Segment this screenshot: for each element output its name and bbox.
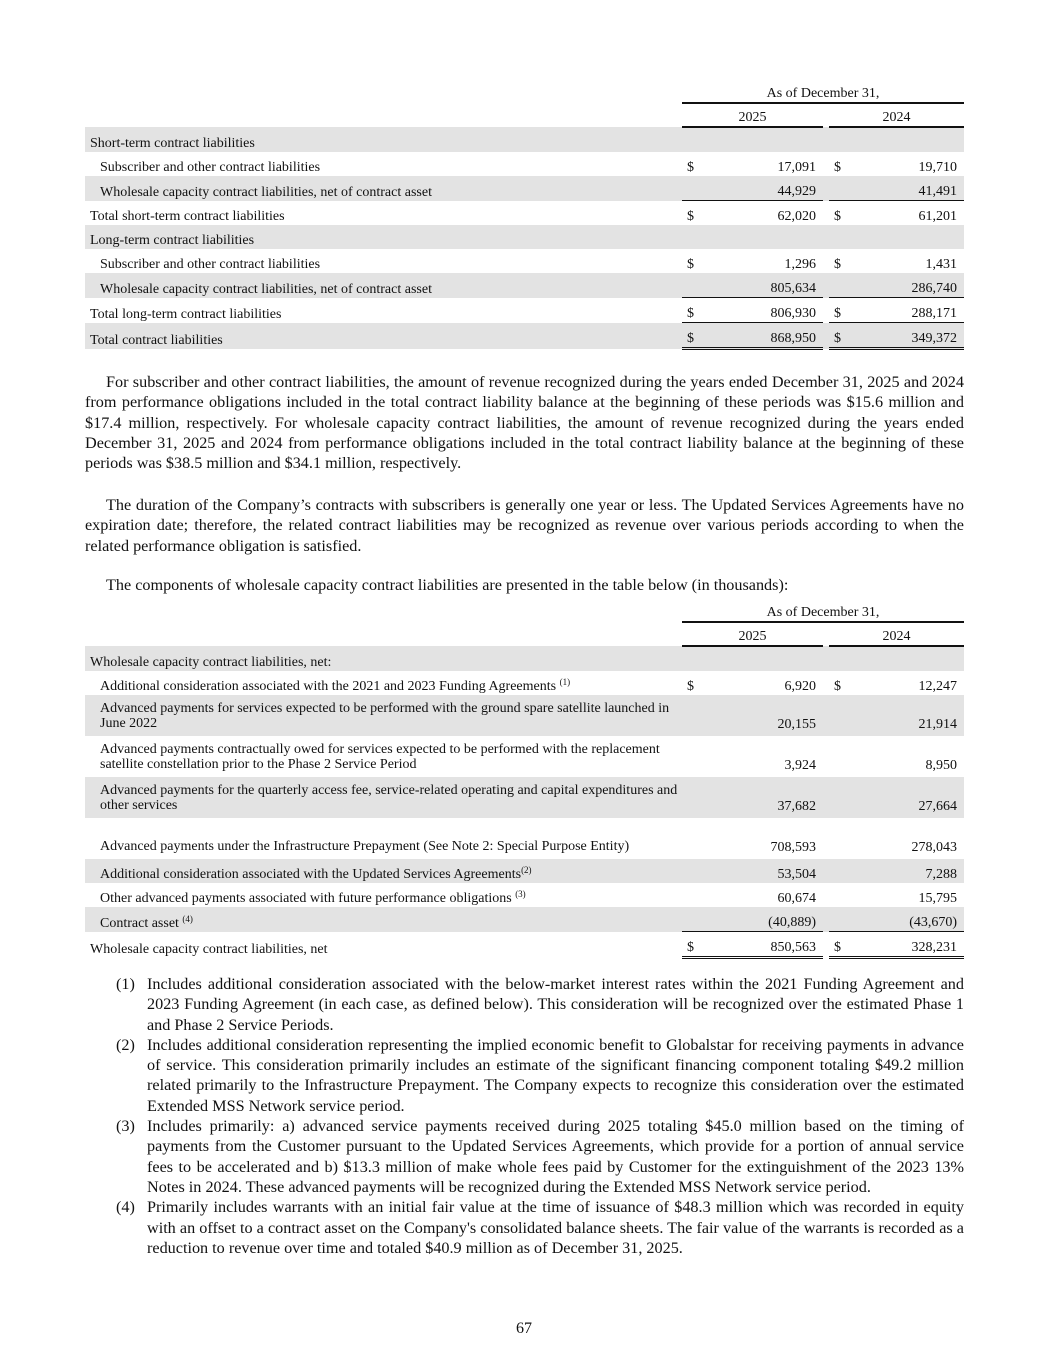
value-2025: 62,020 (707, 201, 823, 226)
value-2024: 19,710 (918, 160, 958, 175)
table-row (85, 736, 964, 777)
value-2024: 12,247 (918, 679, 958, 694)
currency-symbol (829, 176, 854, 201)
table-row (85, 818, 964, 859)
value-2024: 328,231 (854, 932, 964, 958)
value-2025: 17,091 (777, 160, 816, 175)
footnote-ref: (4) (182, 913, 193, 924)
currency-symbol: $ (829, 298, 854, 323)
currency-symbol (682, 127, 707, 152)
table-header-as-of: As of December 31, (682, 80, 964, 103)
value-2024: 41,491 (854, 176, 964, 201)
currency-symbol (682, 695, 707, 736)
currency-symbol (682, 859, 707, 883)
value-2025 (707, 646, 823, 671)
currency-symbol (829, 695, 854, 736)
footnote-number: (3) (116, 1117, 135, 1136)
table-row (85, 323, 964, 349)
currency-symbol (682, 176, 707, 201)
currency-symbol: $ (687, 257, 694, 272)
currency-symbol (829, 818, 854, 859)
value-2024: 21,914 (854, 695, 964, 736)
row-label-text: Additional consideration associated with the 2021 and 2023 Funding Agreements (100, 679, 557, 694)
row-label (85, 777, 682, 818)
value-2025: 805,634 (707, 273, 823, 298)
value-2024: (43,670) (854, 907, 964, 932)
row-label: Long-term contract liabilities (85, 225, 682, 249)
value-2024: 8,950 (925, 758, 958, 773)
table-row (85, 273, 964, 298)
table-row (85, 201, 964, 226)
currency-symbol (829, 883, 854, 907)
currency-symbol: $ (682, 323, 707, 349)
currency-symbol (682, 883, 707, 907)
row-label-text: Advanced payments contractually owed for services expected to be performed with the replacement satellite constellation prior to the Phase 2 Service Period (100, 742, 660, 772)
currency-symbol (682, 777, 707, 818)
table-row (85, 298, 964, 323)
table-row (85, 671, 964, 695)
row-label: Total short-term contract liabilities (90, 209, 285, 224)
contract-liabilities-table (85, 80, 964, 350)
value-2024: 349,372 (854, 323, 964, 349)
row-label: Wholesale capacity contract liabilities, net: (85, 646, 682, 671)
footnote-text: Includes primarily: a) advanced service payments received during 2025 totaling $45.0 million based on the timing of payments from the Customer pursuant to the Updated Services Agreements, which provide for a portion of annual service fees to be accelerated and b) $13.3 million of make whole fees paid by Customer for the extinguishment of the 2023 13% Notes in 2024. These advanced payments will be recognized during the Extended MSS Network service period. (147, 1117, 964, 1196)
row-label (85, 671, 682, 695)
table-row (85, 695, 964, 736)
currency-symbol (682, 736, 707, 777)
row-label: Wholesale capacity contract liabilities, net (90, 941, 328, 957)
currency-symbol: $ (687, 160, 694, 175)
year-2025-header: 2025 (682, 103, 823, 127)
table-row (85, 859, 964, 883)
footnotes-list (85, 974, 964, 1258)
value-2025: 37,682 (707, 777, 823, 818)
currency-symbol: $ (682, 932, 707, 958)
table-row (85, 225, 964, 249)
row-label (85, 818, 682, 859)
value-2024: 288,171 (854, 298, 964, 323)
paragraph-revenue-recognized: For subscriber and other contract liabilities, the amount of revenue recognized during the years ended December 31, 2025 and 2024 from performance obligations included in the total contract liability balance at the beginning of these periods was $15.6 million and $17.4 million, respectively. For wholesale capacity contract liabilities, the amount of revenue recognized during the years ended December 31, 2025 and 2024 from performance obligations included in the total contract liability balance at the beginning of these periods was $38.5 million and $34.1 million, respectively. (85, 373, 964, 473)
footnote-text: Includes additional consideration associated with the below-market interest rates within the 2021 Funding Agreement and 2023 Funding Agreement (in each case, as defined below). This consideration will be recognized over the estimated Phase 1 and Phase 2 Service Periods. (147, 975, 964, 1034)
row-label: Subscriber and other contract liabilities (100, 257, 321, 272)
value-2024 (854, 646, 964, 671)
footnote-number: (2) (116, 1035, 135, 1054)
row-label-text: Additional consideration associated with the Updated Services Agreements (100, 867, 522, 882)
currency-symbol: $ (687, 679, 694, 694)
row-label: Wholesale capacity contract liabilities, net of contract asset (85, 273, 682, 298)
table-row (85, 152, 964, 176)
footnote-item (85, 1035, 964, 1116)
value-2025: 44,929 (707, 176, 823, 201)
value-2024: 15,795 (918, 891, 958, 906)
value-2025 (707, 127, 823, 152)
footnote-text: Includes additional consideration representing the implied economic benefit to Globalstar for receiving payments in advance of service. This consideration primarily includes an estimate of the significant financing component totaling $49.2 million related primarily to the Infrastructure Prepayment. The Company expects to recognize this consideration over the estimated Extended MSS Network service period. (147, 1035, 964, 1115)
row-label-text: Other advanced payments associated with future performance obligations (100, 891, 512, 906)
value-2025: 708,593 (770, 840, 816, 855)
footnote-item (85, 1116, 964, 1197)
row-label-text: Advanced payments for services expected to be performed with the ground spare satellite launched in June 2022 (100, 701, 670, 731)
table-row (85, 777, 964, 818)
value-2025: 806,930 (707, 298, 823, 323)
value-2025: 1,296 (784, 257, 816, 272)
currency-symbol: $ (834, 679, 841, 694)
currency-symbol: $ (829, 201, 854, 226)
currency-symbol: $ (829, 323, 854, 349)
currency-symbol (829, 859, 854, 883)
footnote-ref: (3) (515, 889, 526, 899)
currency-symbol (682, 907, 707, 932)
currency-symbol: $ (834, 160, 841, 175)
table-row (85, 932, 964, 958)
footnote-ref: (2) (521, 865, 532, 875)
row-label: Short-term contract liabilities (85, 127, 682, 152)
footnote-ref: (1) (559, 677, 571, 687)
value-2025: (40,889) (707, 907, 823, 932)
footnote-item (85, 974, 964, 1035)
footnote-number: (4) (116, 1198, 135, 1217)
currency-symbol (829, 736, 854, 777)
currency-symbol (829, 907, 854, 932)
paragraph-components-intro: The components of wholesale capacity contract liabilities are presented in the table below (in thousands): (106, 576, 789, 594)
wholesale-capacity-table (85, 599, 964, 959)
value-2025: 20,155 (707, 695, 823, 736)
currency-symbol (682, 225, 707, 249)
value-2024 (854, 225, 964, 249)
currency-symbol: $ (682, 201, 707, 226)
currency-symbol (829, 127, 854, 152)
row-label (85, 859, 682, 883)
table-row (85, 249, 964, 273)
row-label: Subscriber and other contract liabilities (100, 160, 321, 175)
row-label-text: Advanced payments for the quarterly access fee, service-related operating and capital expenditures and other services (100, 783, 678, 813)
value-2025: 6,920 (784, 679, 816, 694)
table-row (85, 907, 964, 932)
currency-symbol (829, 273, 854, 298)
row-label: Wholesale capacity contract liabilities, net of contract asset (85, 176, 682, 201)
table-row (85, 127, 964, 152)
paragraph-contract-duration: The duration of the Company’s contracts with subscribers is generally one year or less. The Updated Services Agreements have no expiration date; therefore, the related contract liabilities may be recognized as revenue over various periods according to when the related performance obligation is satisfied. (85, 496, 964, 555)
footnote-text: Primarily includes warrants with an initial fair value at the time of issuance of $48.3 million which was recorded in equity with an offset to a contract asset on the Company's consolidated balance sheets. The fair value of the warrants is recorded as a reduction to revenue over time and totaled $40.9 million as of December 31, 2025. (147, 1198, 964, 1257)
value-2024: 61,201 (854, 201, 964, 226)
currency-symbol (829, 646, 854, 671)
table-header-as-of: As of December 31, (682, 599, 964, 622)
row-label (85, 695, 682, 736)
value-2025 (707, 225, 823, 249)
table-row (85, 883, 964, 907)
page-number: 67 (516, 1320, 532, 1337)
row-label: Total contract liabilities (85, 323, 682, 349)
value-2025: 868,950 (707, 323, 823, 349)
currency-symbol (829, 777, 854, 818)
value-2025: 53,504 (707, 859, 823, 883)
year-2024-header: 2024 (829, 103, 964, 127)
value-2024: 278,043 (911, 840, 958, 855)
value-2024: 7,288 (854, 859, 964, 883)
value-2024: 1,431 (925, 257, 958, 272)
table-row (85, 646, 964, 671)
year-2025-header: 2025 (682, 622, 823, 646)
currency-symbol (682, 818, 707, 859)
row-label-text: Contract asset (100, 915, 179, 931)
currency-symbol: $ (682, 298, 707, 323)
currency-symbol (829, 225, 854, 249)
value-2024: 286,740 (854, 273, 964, 298)
value-2025: 3,924 (784, 758, 816, 773)
value-2025: 850,563 (707, 932, 823, 958)
row-label: Total long-term contract liabilities (90, 306, 282, 322)
year-2024-header: 2024 (829, 622, 964, 646)
currency-symbol (682, 646, 707, 671)
value-2024 (854, 127, 964, 152)
table-row (85, 176, 964, 201)
value-2024: 27,664 (854, 777, 964, 818)
currency-symbol (682, 273, 707, 298)
footnote-item (85, 1197, 964, 1258)
row-label (85, 907, 682, 932)
currency-symbol: $ (834, 257, 841, 272)
value-2025: 60,674 (777, 891, 816, 906)
row-label-text: Advanced payments under the Infrastructure Prepayment (See Note 2: Special Purpose Entity) (100, 839, 630, 854)
row-label (85, 883, 682, 907)
currency-symbol: $ (829, 932, 854, 958)
footnote-number: (1) (116, 975, 135, 993)
row-label (85, 736, 682, 777)
